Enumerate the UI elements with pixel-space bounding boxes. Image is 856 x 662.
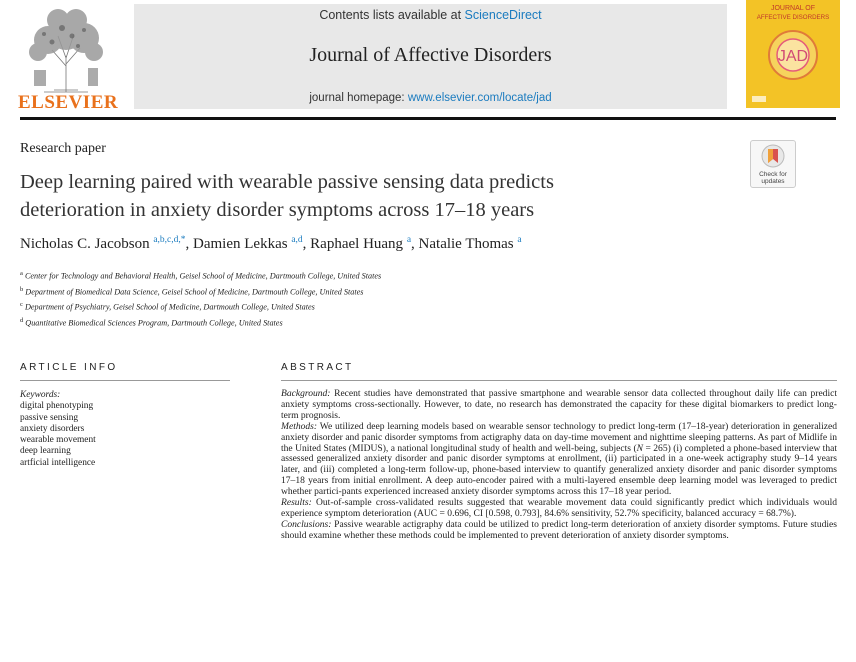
- conclusions-label: Conclusions:: [281, 518, 332, 530]
- methods-label: Methods:: [281, 420, 318, 432]
- abstract-rule: [281, 380, 837, 381]
- affiliation-text: Quantitative Biomedical Sciences Program, Dartmouth College, United States: [25, 318, 283, 328]
- author-list: Nicholas C. Jacobson $^{a,b,c,d,*}$, Damien Lekkas $^{a,d}$, Raphael Huang $^a$, Natalie Thomas $^a$: [20, 235, 522, 252]
- paper-title-line-1: Deep learning paired with wearable passive sensing data predicts: [20, 171, 554, 193]
- keyword-item: passive sensing: [20, 412, 79, 423]
- keywords-block: [20, 390, 96, 469]
- affiliation-mark: b: [20, 285, 24, 293]
- abstract-body: [281, 389, 837, 542]
- author-affil-marks[interactable]: a,d: [291, 235, 303, 245]
- homepage-line: [134, 92, 727, 104]
- keyword-item: anxiety disorders: [20, 423, 85, 434]
- article-type: Research paper: [20, 141, 106, 156]
- affiliation-text: Department of Biomedical Data Science, Geisel School of Medicine, Dartmouth College, United States: [25, 287, 364, 297]
- affiliation-item: [20, 298, 381, 314]
- keyword-item: deep learning: [20, 446, 71, 457]
- affiliation-item: [20, 283, 381, 299]
- keyword-item: digital phenotyping: [20, 401, 94, 412]
- affiliation-item: [20, 314, 381, 330]
- affiliation-text: Department of Psychiatry, Geisel School of Medicine, Dartmouth College, United States: [24, 303, 315, 313]
- affiliation-mark: d: [20, 317, 24, 325]
- paper-title: [20, 168, 720, 224]
- abstract-methods: [281, 422, 837, 498]
- journal-banner: [134, 4, 727, 109]
- background-text: Recent studies have demonstrated that passive smartphone and wearable sensor data collected throughout daily life can predict anxiety symptoms cross-sectionally. However, to date, no research has demonstrated the capacity for these digital biomarkers to predict long-term prognosis.: [281, 388, 838, 421]
- cover-label-1: JOURNAL OF: [770, 5, 816, 12]
- cover-label-2: AFFECTIVE DISORDERS: [756, 14, 830, 21]
- header-rule: [20, 117, 836, 120]
- affiliation-text: Center for Technology and Behavioral Health, Geisel School of Medicine, Dartmouth College, United States: [24, 271, 382, 281]
- author-1[interactable]: [20, 236, 186, 252]
- abstract-heading: ABSTRACT: [281, 362, 354, 373]
- affiliation-mark: c: [20, 301, 23, 309]
- author-name: Damien Lekkas: [193, 236, 288, 252]
- author-affil-marks[interactable]: a: [517, 235, 522, 245]
- results-text: Out-of-sample cross-validated results suggested that wearable movement data could significantly predict which individuals would experience symptom deterioration (AUC = 0.696, CI [0.598, 0.793], 84.6% sensitivity, 52.7% specificity, balanced accuracy = 68.7%).: [281, 497, 837, 519]
- journal-title[interactable]: Journal of Affective Disorders: [309, 44, 552, 66]
- cover-acronym: JAD: [777, 48, 809, 65]
- methods-text-a: We utilized deep learning models based on wearable sensor technology to predict long-term (17–18-year) deterioration in generalized anxiety disorder and panic disorder symptoms from actigraphy data on day-time movement and nighttime sleeping patterns. As part of Midlife in the United States (MIDUS), a national longitudinal study of health and well-being, subjects (: [281, 420, 837, 454]
- background-label: Background:: [281, 388, 331, 399]
- author-2[interactable]: [193, 236, 303, 252]
- abstract-results: [281, 498, 837, 520]
- author-affil-marks[interactable]: a: [406, 235, 412, 245]
- journal-cover-image[interactable]: [746, 0, 840, 108]
- keywords-label: Keywords:: [20, 390, 61, 400]
- author-name: Raphael Huang: [310, 236, 404, 252]
- conclusions-text: Passive wearable actigraphy data could be utilized to predict long-term deterioration of anxiety disorder symptoms. Future studies should examine whether these methods could be implemented to prevent deterioration of anxiety disorder symptoms.: [281, 518, 837, 541]
- abstract-conclusions: [281, 520, 837, 542]
- sciencedirect-link[interactable]: ScienceDirect: [464, 8, 542, 22]
- methods-n: N: [636, 442, 644, 454]
- check-updates-label: Check for updates: [759, 171, 787, 185]
- author-affil-marks[interactable]: a,b,c,d,*: [153, 235, 186, 245]
- affiliation-mark: a: [20, 270, 23, 277]
- author-name: Natalie Thomas: [418, 236, 514, 252]
- check-for-updates-button[interactable]: [750, 140, 796, 188]
- article-info-heading: ARTICLE INFO: [20, 362, 118, 373]
- paper-title-line-2: deterioration in anxiety disorder symptoms across 17–18 years: [20, 199, 535, 221]
- journal-homepage-link[interactable]: www.elsevier.com/locate/jad: [407, 92, 552, 104]
- keyword-item: wearable movement: [20, 435, 96, 446]
- contents-prefix: Contents lists available at: [319, 8, 465, 22]
- affiliation-item: [20, 267, 381, 283]
- article-info-rule: [20, 380, 230, 381]
- journal-cover-art: [746, 0, 840, 108]
- results-label: Results:: [281, 497, 312, 509]
- author-name: Nicholas C. Jacobson: [20, 236, 150, 252]
- affiliation-list: [20, 267, 381, 330]
- keyword-item: artficial intelligence: [20, 457, 96, 468]
- bookmark-icon: [751, 141, 795, 171]
- elsevier-tree-logo: [14, 6, 119, 94]
- abstract-background: [281, 389, 837, 422]
- contents-line: [134, 8, 727, 22]
- methods-text-b: = 265) (i) completed a phone-based interview that assessed generalized anxiety disorder and panic disorder symptoms at enrollment, (ii) participated in a one-week actigraphy study 9–14 years later, and (iii) completed a long-term follow-up, phone-based interview to quantify generalized anxiety disorder and panic disorder symptoms 17–18 years from initial enrollment. A deep auto-encoder paired with a multi-layered ensemble deep learning model was leveraged to predict whether partici-pants experienced increased anxiety disorder symptoms across this 17–18 year period.: [281, 442, 837, 498]
- author-3[interactable]: [310, 236, 411, 252]
- publisher-logo-text[interactable]: ELSEVIER: [18, 92, 119, 113]
- author-4[interactable]: [419, 236, 522, 252]
- homepage-prefix: journal homepage:: [309, 92, 408, 104]
